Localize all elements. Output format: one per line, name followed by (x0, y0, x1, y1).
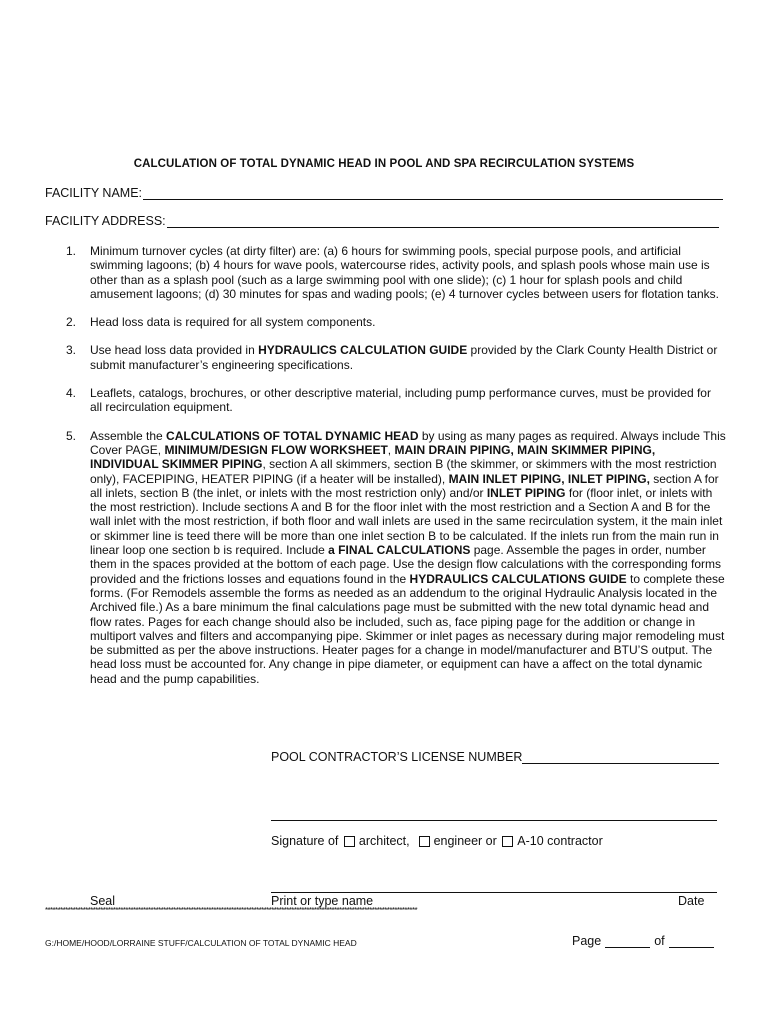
page-total-blank[interactable] (669, 936, 714, 948)
item-bold-text: MINIMUM/DESIGN FLOW WORKSHEET (164, 442, 388, 457)
item-text-run: for (floor inlet, or inlets with the most restriction). Include sections A and B for the floor inlet with the most restriction and a Section A and B for the wall inlet with the most restriction, if both floor and wall inlets are used in the same recirculation system, it the main inlet or skimmer line is teed there will be more than one inlet section B to be calculated. If the inlets run from the main run in linear loop one section b is required. Include (90, 485, 723, 558)
item-bold-text: INLET PIPING (486, 485, 566, 500)
item-bold-text: HYDRAULICS CALCULATIONS GUIDE (409, 571, 627, 586)
item-bold-text: MAIN INLET PIPING, INLET PIPING, (448, 471, 650, 486)
license-number-blank[interactable] (522, 752, 719, 764)
facility-address-blank[interactable] (167, 216, 719, 228)
item-number: 5. (66, 428, 77, 443)
item-text-run: , section A all skimmers, section B (the skimmer, or skimmers with the most restriction only), FACEPIPING, HEATER PIPING (if a heater will be installed), (90, 457, 717, 486)
signature-line[interactable] (271, 820, 717, 821)
page-label: Page (572, 934, 602, 948)
item-text-run: section A for all inlets, section B (the inlet, or inlets with the most restriction only) and/or (90, 471, 719, 500)
engineer-label: engineer or (433, 834, 497, 848)
item-number: 3. (66, 343, 77, 358)
page-number-blank[interactable] (605, 936, 650, 948)
item-bold-text: a FINAL CALCULATIONS (328, 543, 471, 558)
item-number: 1. (66, 244, 77, 258)
item-text-run: to complete these forms. (For Remodels assemble the forms as needed as an addendum to the original Hydraulic Analysis located in the Archived file.) As a bare minimum the final calculations page must be submitted with the new total dynamic head and flow rates. Pages for each change should also be included, such as, face piping page for the addition or change in multiport valves and filters and accompanying pipe. Skimmer or inlet pages as necessary during major remodeling must be submitted as per the above instructions. Heater pages for a change in model/manufacturer and BTU’S output. The head loss must be accounted for. Any change in pipe diameter, or equipment can have a affect on the total dynamic head and the pump capabilities. (90, 571, 725, 686)
item-text-run: by using as many pages as required. Always include This Cover PAGE, (90, 428, 726, 457)
print-name-line[interactable] (271, 892, 717, 893)
list-item (66, 343, 726, 372)
license-label: POOL CONTRACTOR’S LICENSE NUMBER (271, 750, 523, 764)
signature-row (271, 834, 603, 848)
item-bold-text: MAIN DRAIN PIPING, MAIN SKIMMER PIPING, INDIVIDUAL SKIMMER PIPING (90, 442, 656, 472)
engineer-checkbox[interactable] (419, 836, 430, 847)
license-number-row (271, 750, 719, 764)
of-label: of (654, 934, 665, 948)
a10-contractor-label: A-10 contractor (517, 834, 603, 848)
item-bold-text: CALCULATIONS OF TOTAL DYNAMIC HEAD (166, 428, 419, 443)
item-text (90, 429, 726, 686)
facility-address-label: FACILITY ADDRESS: (45, 214, 166, 228)
facility-name-label: FACILITY NAME: (45, 186, 143, 200)
date-label: Date (678, 894, 705, 908)
item-number: 2. (66, 315, 77, 330)
a10-contractor-checkbox[interactable] (502, 836, 513, 847)
item-text: Leaflets, catalogs, brochures, or other descriptive material, including pump performance curves, must be provided for all recirculation equipment. (90, 386, 711, 415)
signature-label: Signature of (271, 834, 342, 848)
item-text: Minimum turnover cycles (at dirty filter) are: (a) 6 hours for swimming pools, special purpose pools, and artificial swimming lagoons; (b) 4 hours for wave pools, watercourse rides, activity pools, and splash pools whose main use is other than as a splash pool (such as a large swimming pool with one slide); (c) 1 hour for splash pools and child amusement lagoons; (d) 30 minutes for spas and wading pools; (e) 4 turnover cycles between users for flotation tanks. (90, 244, 719, 301)
list-item (66, 244, 726, 301)
item-text: Head loss data is required for all system components. (90, 315, 376, 330)
item-text: Use head loss data provided in HYDRAULICS CALCULATION GUIDE provided by the Clark County Health District or submit manufacturer’s engineering specifications. (90, 343, 718, 372)
list-item (66, 429, 726, 686)
instruction-list (66, 244, 726, 700)
architect-checkbox[interactable] (344, 836, 355, 847)
item-number: 4. (66, 386, 77, 401)
file-path: G:/HOME/HOOD/LORRAINE STUFF/CALCULATION OF TOTAL DYNAMIC HEAD (45, 938, 357, 948)
item-text-run: Assemble the (90, 428, 167, 443)
facility-name-blank[interactable] (143, 188, 723, 200)
list-item (66, 315, 726, 329)
facility-address-row (45, 214, 719, 228)
print-name-label: Print or type name (271, 894, 374, 908)
form-title: CALCULATION OF TOTAL DYNAMIC HEAD IN POOL AND SPA RECIRCULATION SYSTEMS (133, 158, 635, 170)
item-text-run: , (387, 442, 395, 457)
list-item (66, 386, 726, 415)
seal-label: Seal (90, 894, 116, 908)
facility-name-row (45, 186, 723, 200)
item-text-run: page. Assemble the pages in order, number them in the spaces provided at the bottom of each page. Use the design flow calculations with the corresponding forms provided and the frictions losses and equations found in the (90, 543, 722, 586)
separator-stars: **************************************************************************************************************************************************** (45, 907, 417, 915)
architect-label: architect, (358, 834, 410, 848)
page-number-row (572, 934, 714, 948)
